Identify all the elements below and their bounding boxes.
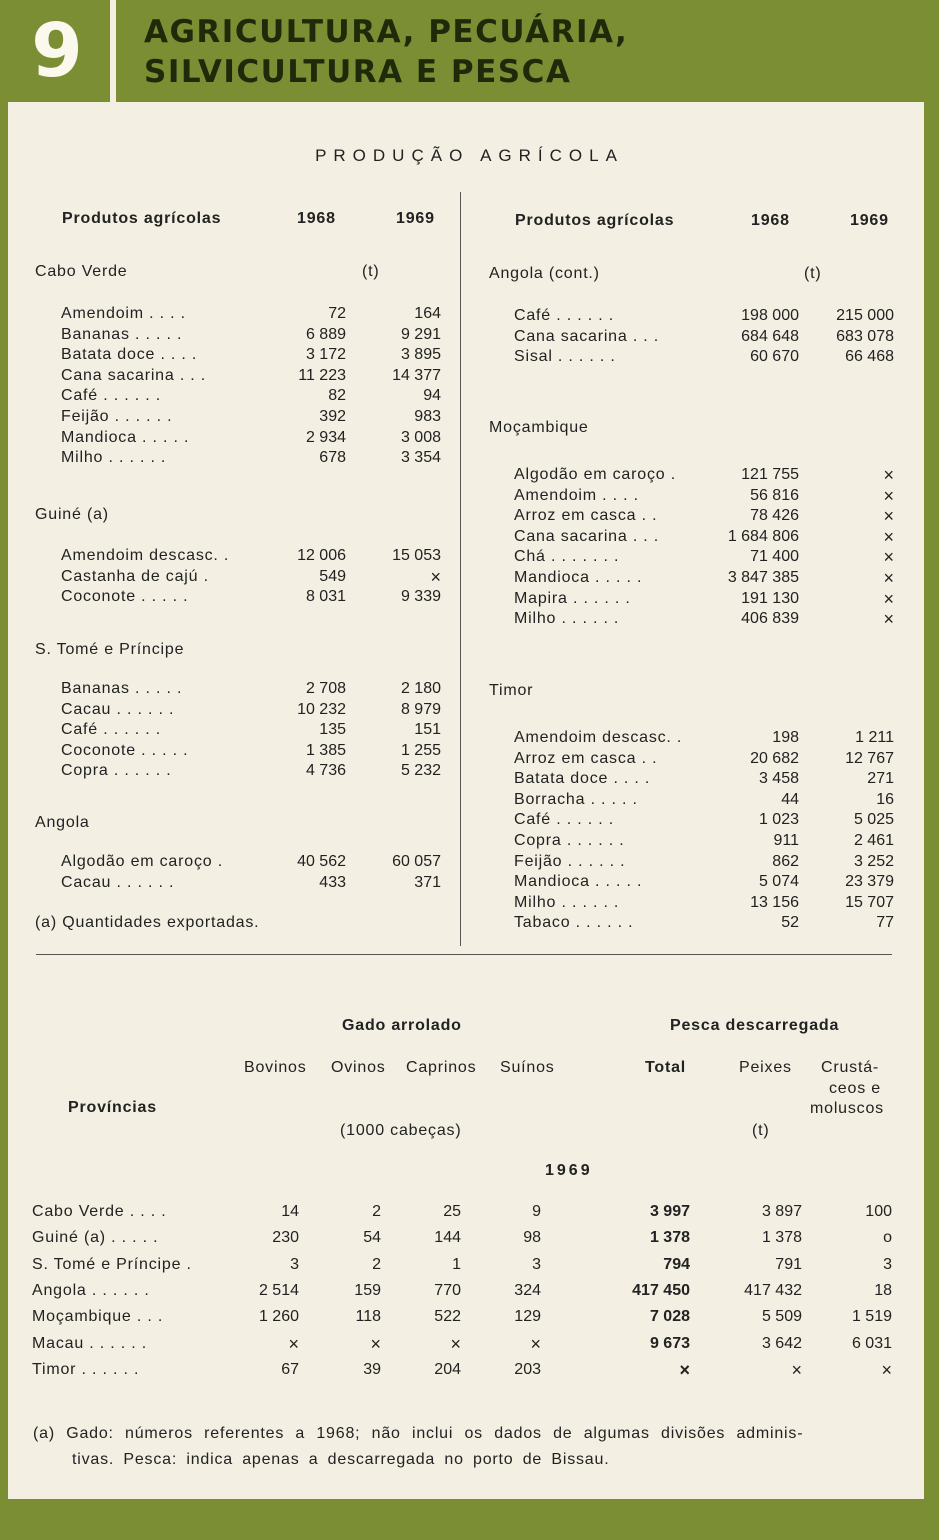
value-1968: 6 889 bbox=[305, 326, 346, 343]
col-peixes: Peixes bbox=[739, 1059, 792, 1076]
value-1969: 14 377 bbox=[392, 367, 441, 384]
unit-label: (t) bbox=[362, 263, 380, 280]
value-1968: 72 bbox=[328, 305, 346, 322]
product-label: Amendoim descasc. . bbox=[514, 729, 683, 746]
value-1968: 3 847 385 bbox=[727, 569, 799, 586]
cell-total: 1 378 bbox=[649, 1229, 690, 1246]
value-1968: 56 816 bbox=[750, 487, 799, 504]
value-1969: 271 bbox=[867, 770, 894, 787]
value-1968: 2 934 bbox=[305, 429, 346, 446]
cell-ovi: 118 bbox=[355, 1308, 381, 1325]
value-1969: × bbox=[883, 486, 894, 506]
cell-bov: 2 514 bbox=[258, 1282, 299, 1299]
cell-crust: 18 bbox=[874, 1282, 892, 1299]
value-1969: 164 bbox=[414, 305, 441, 322]
region-heading: Guiné (a) bbox=[35, 506, 109, 523]
value-1969: 151 bbox=[414, 721, 441, 738]
product-label: Café . . . . . . bbox=[514, 307, 614, 324]
value-1969: 77 bbox=[876, 914, 894, 931]
right-border bbox=[924, 102, 939, 1502]
value-1968: 1 684 806 bbox=[727, 528, 799, 545]
chapter-number-box bbox=[4, 0, 116, 102]
cell-sui: 3 bbox=[532, 1256, 541, 1273]
product-label: Amendoim . . . . bbox=[514, 487, 639, 504]
cell-bov: 14 bbox=[281, 1203, 299, 1220]
unit-pesca: (t) bbox=[752, 1122, 770, 1139]
value-1968: 433 bbox=[319, 874, 346, 891]
product-label: Milho . . . . . . bbox=[514, 894, 620, 911]
col-products-left: Produtos agrícolas bbox=[62, 210, 222, 227]
region-heading: Angola (cont.) bbox=[489, 265, 600, 282]
region-heading: Timor bbox=[489, 682, 534, 699]
unit-label: (t) bbox=[804, 265, 822, 282]
value-1969: 15 053 bbox=[392, 547, 441, 564]
value-1969: 1 211 bbox=[855, 729, 894, 746]
value-1968: 13 156 bbox=[750, 894, 799, 911]
region-heading: Moçambique bbox=[489, 419, 589, 436]
cell-cap: × bbox=[450, 1334, 461, 1354]
cell-total: 9 673 bbox=[649, 1335, 690, 1352]
value-1969: × bbox=[883, 465, 894, 485]
cell-peixes: 3 897 bbox=[761, 1203, 802, 1220]
cell-sui: 203 bbox=[514, 1361, 541, 1378]
chapter-number: 9 bbox=[31, 8, 83, 94]
col-crust-1: Crustá- bbox=[821, 1059, 880, 1076]
cell-peixes: 791 bbox=[775, 1256, 802, 1273]
col-suinos: Suínos bbox=[500, 1059, 555, 1076]
value-1969: 23 379 bbox=[845, 873, 894, 890]
value-1969: 215 000 bbox=[836, 307, 894, 324]
product-label: Algodão em caroço . bbox=[61, 853, 223, 870]
section-divider bbox=[36, 954, 892, 955]
cell-crust: 3 bbox=[883, 1256, 892, 1273]
bottom-border bbox=[0, 1499, 939, 1540]
value-1968: 1 385 bbox=[305, 742, 346, 759]
cell-crust: 100 bbox=[865, 1203, 892, 1220]
province-label: Timor . . . . . . bbox=[32, 1361, 140, 1378]
cell-sui: × bbox=[530, 1334, 541, 1354]
value-1968: 549 bbox=[319, 568, 346, 585]
livestock-note-line2: tivas. Pesca: indica apenas a descarregada no porto de Bissau. bbox=[72, 1451, 610, 1468]
value-1969: 60 057 bbox=[392, 853, 441, 870]
value-1969: × bbox=[883, 527, 894, 547]
value-1969: 12 767 bbox=[845, 750, 894, 767]
col-1968-left: 1968 bbox=[297, 210, 336, 227]
col-caprinos: Caprinos bbox=[406, 1059, 477, 1076]
value-1969: × bbox=[883, 589, 894, 609]
cell-crust: × bbox=[881, 1360, 892, 1380]
value-1969: 3 354 bbox=[400, 449, 441, 466]
col-products-right: Produtos agrícolas bbox=[515, 212, 675, 229]
product-label: Castanha de cajú . bbox=[61, 568, 209, 585]
cell-crust: o bbox=[883, 1229, 892, 1246]
cell-cap: 522 bbox=[434, 1308, 461, 1325]
cell-ovi: × bbox=[370, 1334, 381, 1354]
value-1968: 684 648 bbox=[741, 328, 799, 345]
value-1968: 40 562 bbox=[297, 853, 346, 870]
col-bovinos: Bovinos bbox=[244, 1059, 307, 1076]
value-1968: 60 670 bbox=[750, 348, 799, 365]
cell-cap: 144 bbox=[434, 1229, 461, 1246]
unit-gado: (1000 cabeças) bbox=[340, 1122, 462, 1139]
value-1968: 392 bbox=[319, 408, 346, 425]
col-crust-3: moluscos bbox=[810, 1100, 884, 1117]
product-label: Cacau . . . . . . bbox=[61, 701, 175, 718]
province-label: Moçambique . . . bbox=[32, 1308, 164, 1325]
value-1968: 121 755 bbox=[741, 466, 799, 483]
product-label: Chá . . . . . . . bbox=[514, 548, 620, 565]
value-1969: 8 979 bbox=[400, 701, 441, 718]
value-1968: 911 bbox=[773, 832, 799, 849]
product-label: Amendoim descasc. . bbox=[61, 547, 230, 564]
region-heading: S. Tomé e Príncipe bbox=[35, 641, 185, 658]
value-1969: 1 255 bbox=[400, 742, 441, 759]
value-1969: 3 252 bbox=[853, 853, 894, 870]
value-1969: 983 bbox=[414, 408, 441, 425]
cell-total: 3 997 bbox=[649, 1203, 690, 1220]
cell-sui: 98 bbox=[523, 1229, 541, 1246]
cell-bov: 3 bbox=[290, 1256, 299, 1273]
cell-sui: 324 bbox=[514, 1282, 541, 1299]
column-divider bbox=[460, 192, 461, 946]
province-label: Macau . . . . . . bbox=[32, 1335, 147, 1352]
value-1969: 2 180 bbox=[400, 680, 441, 697]
province-label: S. Tomé e Príncipe . bbox=[32, 1256, 192, 1273]
col-1969-left: 1969 bbox=[396, 210, 435, 227]
value-1968: 3 458 bbox=[758, 770, 799, 787]
region-heading: Cabo Verde bbox=[35, 263, 128, 280]
col-crust-2: ceos e bbox=[829, 1080, 881, 1097]
cell-peixes: 3 642 bbox=[761, 1335, 802, 1352]
cell-ovi: 2 bbox=[372, 1256, 381, 1273]
value-1968: 82 bbox=[328, 387, 346, 404]
value-1969: 3 895 bbox=[400, 346, 441, 363]
value-1968: 678 bbox=[319, 449, 346, 466]
cell-crust: 1 519 bbox=[851, 1308, 892, 1325]
product-label: Mapira . . . . . . bbox=[514, 590, 631, 607]
cell-cap: 204 bbox=[434, 1361, 461, 1378]
cell-total: 7 028 bbox=[649, 1308, 690, 1325]
product-label: Mandioca . . . . . bbox=[514, 569, 643, 586]
cell-total: 417 450 bbox=[632, 1282, 690, 1299]
product-label: Bananas . . . . . bbox=[61, 680, 183, 697]
cell-bov: 230 bbox=[272, 1229, 299, 1246]
product-label: Feijão . . . . . . bbox=[61, 408, 173, 425]
product-label: Tabaco . . . . . . bbox=[514, 914, 634, 931]
province-label: Angola . . . . . . bbox=[32, 1282, 150, 1299]
agri-footnote: (a) Quantidades exportadas. bbox=[35, 914, 260, 931]
value-1968: 44 bbox=[781, 791, 799, 808]
cell-cap: 1 bbox=[452, 1256, 461, 1273]
col-provincias: Províncias bbox=[68, 1099, 157, 1116]
product-label: Cacau . . . . . . bbox=[61, 874, 175, 891]
chapter-header bbox=[0, 0, 939, 102]
product-label: Copra . . . . . . bbox=[514, 832, 625, 849]
col-ovinos: Ovinos bbox=[331, 1059, 386, 1076]
province-label: Cabo Verde . . . . bbox=[32, 1203, 167, 1220]
value-1968: 135 bbox=[319, 721, 346, 738]
value-1969: × bbox=[430, 567, 441, 587]
cell-ovi: 54 bbox=[363, 1229, 381, 1246]
value-1968: 5 074 bbox=[758, 873, 799, 890]
product-label: Café . . . . . . bbox=[61, 721, 161, 738]
gado-title: Gado arrolado bbox=[342, 1017, 462, 1034]
col-1969-right: 1969 bbox=[850, 212, 889, 229]
product-label: Cana sacarina . . . bbox=[514, 328, 660, 345]
province-label: Guiné (a) . . . . . bbox=[32, 1229, 159, 1246]
product-label: Sisal . . . . . . bbox=[514, 348, 616, 365]
cell-sui: 9 bbox=[532, 1203, 541, 1220]
product-label: Milho . . . . . . bbox=[61, 449, 167, 466]
value-1969: × bbox=[883, 568, 894, 588]
value-1968: 191 130 bbox=[741, 590, 799, 607]
product-label: Café . . . . . . bbox=[514, 811, 614, 828]
value-1969: 371 bbox=[414, 874, 441, 891]
product-label: Coconote . . . . . bbox=[61, 588, 189, 605]
value-1968: 71 400 bbox=[750, 548, 799, 565]
chapter-title-line1: AGRICULTURA, PECUÁRIA, bbox=[144, 14, 629, 50]
value-1969: 5 025 bbox=[853, 811, 894, 828]
pesca-title: Pesca descarregada bbox=[670, 1017, 840, 1034]
value-1969: 3 008 bbox=[400, 429, 441, 446]
section-title: PRODUÇÃO AGRÍCOLA bbox=[315, 146, 624, 165]
cell-peixes: 417 432 bbox=[744, 1282, 802, 1299]
cell-bov: × bbox=[288, 1334, 299, 1354]
year-label: 1969 bbox=[545, 1162, 593, 1179]
col-total: Total bbox=[645, 1059, 687, 1076]
cell-bov: 67 bbox=[281, 1361, 299, 1378]
value-1968: 10 232 bbox=[297, 701, 346, 718]
value-1968: 198 000 bbox=[741, 307, 799, 324]
value-1968: 11 223 bbox=[298, 367, 346, 384]
product-label: Arroz em casca . . bbox=[514, 507, 658, 524]
product-label: Milho . . . . . . bbox=[514, 610, 620, 627]
value-1968: 406 839 bbox=[741, 610, 799, 627]
value-1968: 198 bbox=[772, 729, 799, 746]
value-1969: 16 bbox=[876, 791, 894, 808]
product-label: Bananas . . . . . bbox=[61, 326, 183, 343]
product-label: Coconote . . . . . bbox=[61, 742, 189, 759]
cell-peixes: 1 378 bbox=[761, 1229, 802, 1246]
chapter-title-line2: SILVICULTURA E PESCA bbox=[144, 54, 572, 90]
value-1969: 9 291 bbox=[400, 326, 441, 343]
product-label: Copra . . . . . . bbox=[61, 762, 172, 779]
value-1968: 3 172 bbox=[305, 346, 346, 363]
cell-total: × bbox=[679, 1360, 690, 1380]
value-1968: 52 bbox=[781, 914, 799, 931]
cell-cap: 770 bbox=[434, 1282, 461, 1299]
value-1969: 9 339 bbox=[400, 588, 441, 605]
cell-ovi: 2 bbox=[372, 1203, 381, 1220]
product-label: Mandioca . . . . . bbox=[61, 429, 190, 446]
col-1968-right: 1968 bbox=[751, 212, 790, 229]
value-1969: × bbox=[883, 506, 894, 526]
value-1968: 1 023 bbox=[758, 811, 799, 828]
cell-ovi: 159 bbox=[354, 1282, 381, 1299]
product-label: Arroz em casca . . bbox=[514, 750, 658, 767]
product-label: Amendoim . . . . bbox=[61, 305, 186, 322]
product-label: Algodão em caroço . bbox=[514, 466, 676, 483]
value-1969: × bbox=[883, 547, 894, 567]
value-1969: 2 461 bbox=[853, 832, 894, 849]
value-1968: 12 006 bbox=[297, 547, 346, 564]
region-heading: Angola bbox=[35, 814, 90, 831]
cell-bov: 1 260 bbox=[258, 1308, 299, 1325]
cell-peixes: × bbox=[791, 1360, 802, 1380]
value-1969: 683 078 bbox=[836, 328, 894, 345]
value-1969: 5 232 bbox=[400, 762, 441, 779]
value-1969: 15 707 bbox=[845, 894, 894, 911]
cell-cap: 25 bbox=[443, 1203, 461, 1220]
product-label: Feijão . . . . . . bbox=[514, 853, 626, 870]
product-label: Cana sacarina . . . bbox=[514, 528, 660, 545]
product-label: Batata doce . . . . bbox=[61, 346, 198, 363]
product-label: Mandioca . . . . . bbox=[514, 873, 643, 890]
value-1969: 66 468 bbox=[845, 348, 894, 365]
value-1969: × bbox=[883, 609, 894, 629]
product-label: Batata doce . . . . bbox=[514, 770, 651, 787]
product-label: Cana sacarina . . . bbox=[61, 367, 207, 384]
value-1968: 8 031 bbox=[305, 588, 346, 605]
cell-total: 794 bbox=[663, 1256, 690, 1273]
cell-crust: 6 031 bbox=[851, 1335, 892, 1352]
value-1968: 2 708 bbox=[305, 680, 346, 697]
chapter-title bbox=[144, 12, 628, 92]
value-1968: 862 bbox=[772, 853, 799, 870]
product-label: Café . . . . . . bbox=[61, 387, 161, 404]
product-label: Borracha . . . . . bbox=[514, 791, 638, 808]
livestock-note-line1: (a) Gado: números referentes a 1968; não inclui os dados de algumas divisões adminis- bbox=[33, 1425, 804, 1442]
cell-sui: 129 bbox=[514, 1308, 541, 1325]
value-1968: 4 736 bbox=[305, 762, 346, 779]
value-1969: 94 bbox=[423, 387, 441, 404]
value-1968: 20 682 bbox=[750, 750, 799, 767]
cell-peixes: 5 509 bbox=[761, 1308, 802, 1325]
cell-ovi: 39 bbox=[363, 1361, 381, 1378]
value-1968: 78 426 bbox=[750, 507, 799, 524]
